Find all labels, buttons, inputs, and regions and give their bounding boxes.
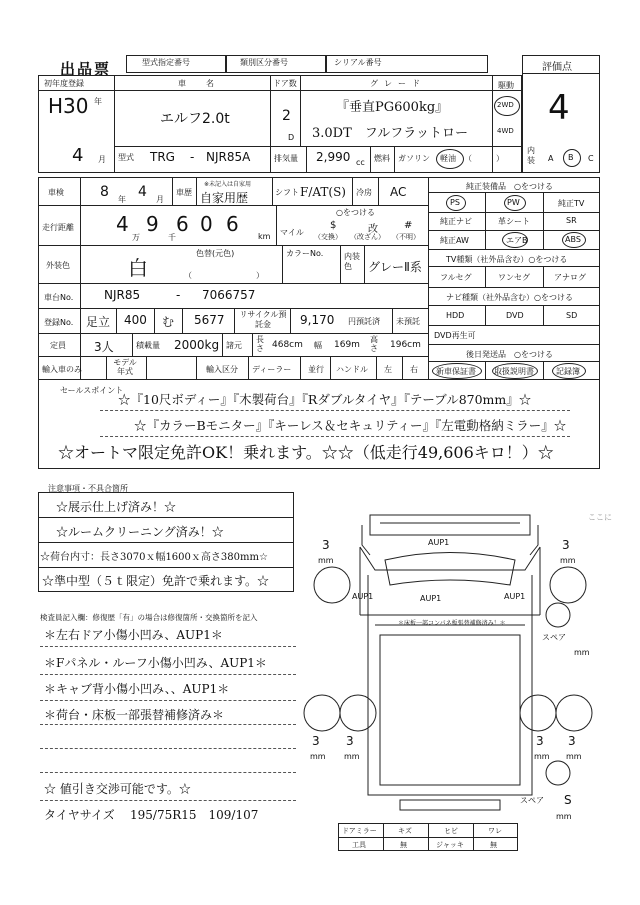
load: 2000kg — [174, 338, 220, 352]
capacity: 3人 — [94, 340, 114, 354]
equip-airbag: エアB — [506, 236, 528, 245]
note-4: ☆準中型（５ｔ限定）免許で乗れます。☆ — [42, 574, 270, 588]
capacity-label: 定員 — [50, 341, 66, 350]
import-dealer: ディーラー — [252, 365, 292, 374]
door-type: D — [288, 133, 295, 142]
form-title: 出品票 — [60, 60, 112, 78]
tread-rl1-unit: mm — [310, 752, 326, 761]
meter-3: # — [404, 220, 413, 231]
mileage-digit-2: 9 — [146, 212, 159, 236]
nav-sd: SD — [566, 311, 578, 320]
reg-month-unit: 月 — [98, 155, 106, 164]
equip-sr: SR — [566, 216, 577, 225]
meter-1: $ — [330, 220, 337, 231]
use-label: 車歴 — [176, 188, 192, 197]
floor-note: ＊床板一部コンパネ板張替補修済み！＊ — [398, 620, 506, 627]
score-value: 4 — [548, 88, 570, 128]
meter-note: ○をつける — [336, 208, 375, 217]
tread-rr1-unit: mm — [534, 752, 550, 761]
serial-label: シリアル番号 — [334, 58, 382, 67]
note-2: ☆ルームクリーニング済み！☆ — [56, 525, 224, 539]
int-color-label: 内装色 — [344, 252, 360, 271]
mileage-man: 万 — [132, 233, 140, 242]
import-parallel: 並行 — [308, 365, 324, 374]
tread-rr2: 3 — [568, 734, 576, 748]
mileage-label: 走行距離 — [42, 223, 74, 232]
interior-c: C — [588, 154, 594, 163]
note-3: ☆荷台内寸：長さ3070ｘ幅1600ｘ高さ380mm☆ — [40, 552, 268, 563]
drive-4wd: 4WD — [497, 127, 514, 135]
handle-left: 左 — [384, 365, 392, 374]
class-code-label: 類別区分番号 — [240, 58, 288, 67]
model-prefix: TRG — [150, 150, 175, 164]
model-label: 型式 — [118, 153, 134, 162]
tread-rl2-unit: mm — [344, 752, 360, 761]
dims-label: 諸元 — [226, 341, 242, 350]
fuel-gas: ガソリン — [398, 154, 430, 163]
wid-label: 幅 — [314, 341, 322, 350]
car-name: エルフ2.0t — [160, 111, 230, 127]
inspector-line-3: ＊キャブ背小傷小凹み、、AUP1＊ — [44, 682, 230, 696]
shift-label: シフト — [275, 188, 299, 197]
plate-kana: む — [162, 315, 175, 329]
score-label: 評価点 — [542, 62, 572, 73]
tread-rr1: 3 — [536, 734, 544, 748]
inspector-discount: ☆ 値引き交渉可能です。☆ — [44, 782, 191, 796]
meter-3-sub: （不明） — [392, 233, 420, 241]
sales-label: セールスポイント — [60, 386, 124, 395]
model-code-label: 型式指定番号 — [142, 58, 190, 67]
km-unit: km — [258, 232, 271, 241]
equip-leather: 革シート — [498, 217, 530, 226]
grade-line-1: 『垂直PG600kg』 — [336, 100, 449, 115]
note-1: ☆展示仕上げ済み！☆ — [56, 500, 177, 514]
exterior-value: 白 — [128, 256, 148, 280]
fuel-other: （ ） — [464, 154, 504, 163]
tools-h2: キズ — [398, 827, 412, 835]
after-manual: 取扱説明書 — [494, 367, 534, 376]
handle-label: ハンドル — [336, 365, 368, 374]
interior-a: A — [548, 154, 554, 163]
reg-year-unit: 年 — [94, 97, 102, 106]
spare-bottom-label: スペア — [520, 796, 544, 805]
color-paren: （ ） — [184, 271, 264, 280]
plate-label: 登録No. — [44, 318, 74, 327]
nav-dvd: DVD — [506, 311, 524, 320]
chassis-b: 7066757 — [202, 288, 256, 302]
after-record: 記録簿 — [556, 367, 580, 376]
mileage-thousand: 千 — [168, 233, 176, 242]
ac-value: AC — [390, 185, 407, 199]
grade-label: グレード — [370, 79, 426, 88]
mileage-digit-3: 6 — [176, 212, 189, 236]
car-name-label: 車名 — [178, 79, 234, 88]
inspector-label: 検査員記入欄：修復歴「有」の場合は修復箇所・交換箇所を記入 — [40, 613, 258, 622]
aup-left: AUP1 — [352, 592, 374, 601]
tread-fl-unit: mm — [318, 556, 334, 565]
tire-size: 195/75R15 109/107 — [130, 808, 259, 822]
disp: 2,990 — [316, 150, 351, 164]
equip-abs: ABS — [565, 235, 581, 244]
disp-label: 排気量 — [274, 154, 298, 163]
model-code: NJR85A — [206, 150, 251, 164]
ac-label: 冷房 — [356, 188, 372, 197]
inspect-year: 8 — [100, 184, 109, 200]
tread-rl1: 3 — [312, 734, 320, 748]
chassis-dash: - — [176, 288, 181, 302]
plate-class: 400 — [124, 313, 147, 327]
exterior-label: 外装色 — [46, 261, 70, 270]
plate-area: 足立 — [86, 315, 111, 329]
use-value: 自家用歴 — [200, 191, 249, 205]
tools-v1: 工具 — [352, 841, 366, 849]
equip-tv: 純正TV — [558, 199, 585, 208]
meter-1-sub: （交換） — [314, 233, 342, 241]
fuel-label: 燃料 — [374, 154, 390, 163]
nav-hdd: HDD — [446, 311, 465, 320]
notes-label: 注意事項・不具合箇所 — [48, 484, 128, 493]
reg-year: H30 — [48, 94, 89, 118]
vehicle-diagram — [300, 505, 600, 825]
len-label: 長さ — [256, 335, 264, 353]
mileage-digit-1: 4 — [116, 212, 129, 236]
equip-aw: 純正AW — [440, 236, 469, 245]
recycle-unit: 円預託済 — [348, 317, 380, 326]
mileage-digit-5: 6 — [226, 212, 239, 236]
equip-pw: PW — [507, 198, 520, 207]
spare-bottom-value: S — [564, 793, 572, 807]
shift-value: F/AT(S) — [300, 185, 346, 199]
after-title: 後日発送品 ○をつける — [466, 350, 553, 359]
equip-nav: 純正ナビ — [440, 217, 472, 226]
hgt-label: 高さ — [370, 335, 378, 353]
inspect-month: 4 — [138, 184, 147, 200]
drive-label: 駆動 — [498, 81, 514, 90]
handle-right: 右 — [410, 365, 418, 374]
load-label: 積載量 — [136, 341, 160, 350]
model-dash: - — [190, 150, 195, 164]
aup-mid: AUP1 — [420, 594, 442, 603]
interior-b: B — [568, 153, 574, 162]
tv-title: TV種類（社外品含む）○をつける — [446, 255, 568, 264]
len: 468cm — [272, 340, 303, 350]
inspect-label: 車検 — [48, 188, 64, 197]
after-warranty: 新車保証書 — [436, 367, 476, 376]
tire-label: タイヤサイズ — [44, 808, 115, 822]
mileage-digit-4: 0 — [200, 212, 213, 236]
koko-note: ここに — [588, 513, 612, 522]
import-label: 輸入車のみ — [42, 365, 82, 374]
tools-v3: ジャッキ — [436, 841, 464, 849]
plate-num: 5677 — [194, 313, 225, 327]
chassis-label: 車台No. — [44, 293, 74, 302]
inspect-year-unit: 年 — [118, 195, 126, 204]
tv-analog: アナログ — [554, 273, 586, 282]
equip-ps: PS — [450, 198, 460, 207]
spare-bottom-unit: mm — [556, 812, 572, 821]
import-class-label: 輸入区分 — [206, 365, 238, 374]
inspector-line-2: ＊Fパネル・ルーフ小傷小凹み、AUP1＊ — [44, 656, 267, 670]
tools-h1: ドアミラー — [342, 827, 377, 835]
tread-fr: 3 — [562, 538, 570, 552]
spare-top-label: スペア — [542, 633, 566, 642]
equip-title: 純正装備品 ○をつける — [466, 182, 553, 191]
doors-label: ドア数 — [273, 79, 297, 88]
grade-line-2: 3.0DT フルフラットロー — [312, 126, 468, 141]
wid: 169m — [334, 340, 360, 350]
tread-fl: 3 — [322, 538, 330, 552]
nav-title: ナビ種類（社外品含む）○をつける — [446, 293, 573, 302]
use-note: ※未記入は自家用 — [204, 181, 252, 188]
tv-one: ワンセグ — [498, 273, 530, 282]
inspector-line-1: ＊左右ドア小傷小凹み、AUP1＊ — [44, 628, 223, 642]
inspector-line-4: ＊荷台・床板一部張替補修済み＊ — [44, 708, 225, 722]
aup-top: AUP1 — [428, 538, 450, 547]
first-reg-label: 初年度登録 — [44, 79, 84, 88]
sales-line-1: ☆『10尺ボディー』『木製荷台』『Rダブルタイヤ』『テーブル870mm』☆ — [118, 392, 532, 407]
sales-line-3: ☆オートマ限定免許OK！乗れます。☆☆（低走行49,606キロ！）☆ — [58, 443, 554, 462]
dvd-play: DVD再生可 — [434, 331, 476, 340]
meter-2: 改 — [368, 224, 378, 235]
tv-full: フルセグ — [440, 273, 472, 282]
tools-v2: 無 — [400, 841, 407, 849]
inspect-month-unit: 月 — [156, 195, 164, 204]
meter-label: マイル — [280, 228, 304, 237]
doors: 2 — [282, 108, 291, 124]
tread-rl2: 3 — [346, 734, 354, 748]
tools-h4: ワレ — [488, 827, 502, 835]
recycle-status: 未預託 — [396, 317, 420, 326]
aup-right: AUP1 — [504, 592, 526, 601]
recycle-value: 9,170 — [300, 313, 335, 327]
int-color: グレーⅡ系 — [368, 260, 422, 274]
reg-month: 4 — [72, 145, 84, 166]
drive-2wd: 2WD — [497, 101, 514, 109]
disp-unit: cc — [356, 158, 365, 167]
hgt: 196cm — [390, 340, 421, 350]
tread-rr2-unit: mm — [566, 752, 582, 761]
sales-line-2: ☆『カラーBモニター』『キーレス＆セキュリティー』『左電動格納ミラー』☆ — [134, 418, 567, 433]
recycle-label: リサイクル預託金 — [239, 310, 287, 329]
tread-fr-unit: mm — [560, 556, 576, 565]
chassis-a: NJR85 — [104, 288, 141, 302]
spare-top-unit: mm — [574, 648, 590, 657]
color-change-label: 色替(元色) — [196, 249, 235, 258]
interior-label: 内装 — [527, 146, 535, 165]
meter-2-sub: （改ざん） — [350, 233, 385, 241]
fuel-diesel: 軽油 — [440, 154, 456, 163]
tools-h3: ヒビ — [444, 827, 458, 835]
tools-v4: 無 — [490, 841, 497, 849]
color-no-label: カラーNo. — [286, 249, 324, 258]
model-year-label: モデル年式 — [113, 358, 137, 376]
